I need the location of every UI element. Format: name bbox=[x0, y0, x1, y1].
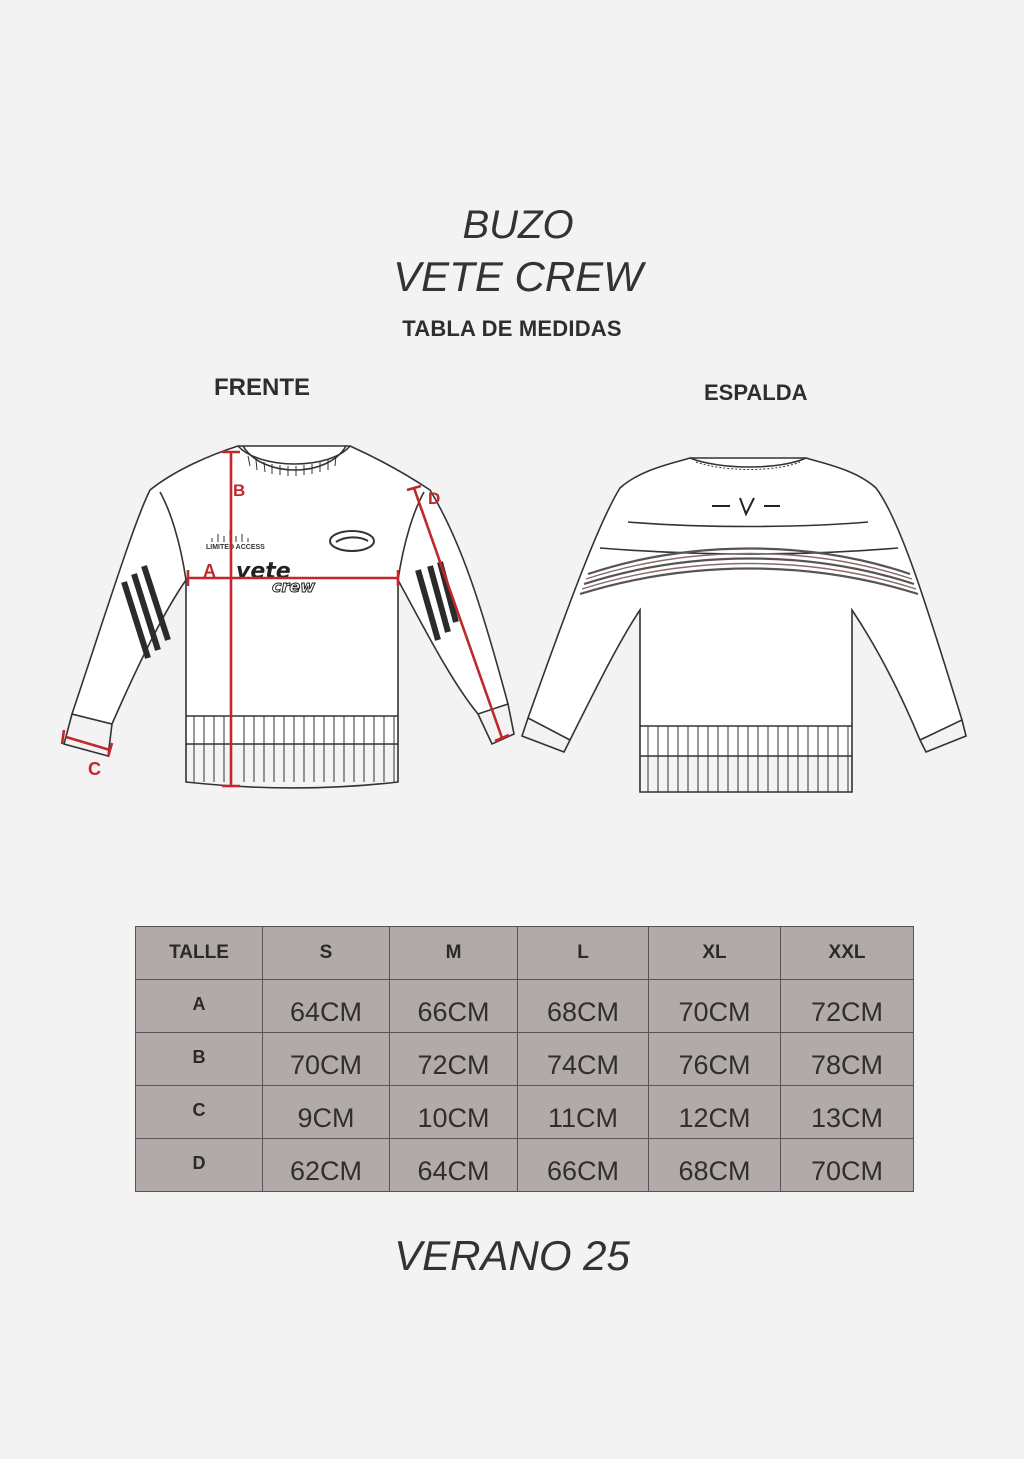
table-cell: 62CM bbox=[263, 1139, 390, 1192]
table-cell: 68CM bbox=[518, 980, 649, 1033]
table-row bbox=[136, 1086, 914, 1139]
back-view-label: ESPALDA bbox=[704, 380, 808, 405]
header-size-s: S bbox=[263, 927, 390, 980]
table-cell: 68CM bbox=[649, 1139, 781, 1192]
header-size-xl: XL bbox=[649, 927, 781, 980]
size-table bbox=[135, 926, 914, 1192]
season-footer: VERANO 25 bbox=[394, 1232, 630, 1279]
marker-a: A bbox=[203, 561, 216, 581]
header-talle: TALLE bbox=[136, 927, 263, 980]
table-cell: 72CM bbox=[781, 980, 914, 1033]
back-sweater-drawing bbox=[522, 458, 966, 792]
garment-diagrams bbox=[0, 420, 1024, 820]
row-label: C bbox=[136, 1086, 263, 1139]
table-row bbox=[136, 980, 914, 1033]
table-cell: 11CM bbox=[518, 1086, 649, 1139]
table-cell: 72CM bbox=[390, 1033, 518, 1086]
row-label: D bbox=[136, 1139, 263, 1192]
marker-b: B bbox=[233, 481, 246, 500]
front-sweater-drawing bbox=[64, 446, 514, 788]
table-cell: 9CM bbox=[263, 1086, 390, 1139]
product-type: BUZO bbox=[462, 203, 574, 247]
product-name: VETE CREW bbox=[393, 253, 643, 300]
table-cell: 10CM bbox=[390, 1086, 518, 1139]
chest-sub-text: crew bbox=[272, 577, 316, 596]
table-cell: 70CM bbox=[649, 980, 781, 1033]
table-cell: 66CM bbox=[390, 980, 518, 1033]
table-cell: 12CM bbox=[649, 1086, 781, 1139]
header-size-m: M bbox=[390, 927, 518, 980]
page-subtitle: TABLA DE MEDIDAS bbox=[402, 316, 622, 341]
table-row bbox=[136, 1139, 914, 1192]
table-row bbox=[136, 1033, 914, 1086]
chest-badge-text: LIMITED ACCESS bbox=[206, 544, 265, 551]
header-size-xxl: XXL bbox=[781, 927, 914, 980]
table-cell: 76CM bbox=[649, 1033, 781, 1086]
table-cell: 66CM bbox=[518, 1139, 649, 1192]
marker-c: C bbox=[88, 759, 101, 779]
marker-d: D bbox=[428, 489, 441, 508]
table-cell: 74CM bbox=[518, 1033, 649, 1086]
header-size-l: L bbox=[518, 927, 649, 980]
table-cell: 64CM bbox=[263, 980, 390, 1033]
row-label: A bbox=[136, 980, 263, 1033]
table-cell: 78CM bbox=[781, 1033, 914, 1086]
front-view-label: FRENTE bbox=[214, 374, 310, 401]
table-cell: 13CM bbox=[781, 1086, 914, 1139]
row-label: B bbox=[136, 1033, 263, 1086]
chest-brand-text: vete bbox=[236, 559, 291, 584]
table-cell: 70CM bbox=[263, 1033, 390, 1086]
table-cell: 70CM bbox=[781, 1139, 914, 1192]
table-cell: 64CM bbox=[390, 1139, 518, 1192]
size-table-header-row bbox=[136, 927, 914, 980]
